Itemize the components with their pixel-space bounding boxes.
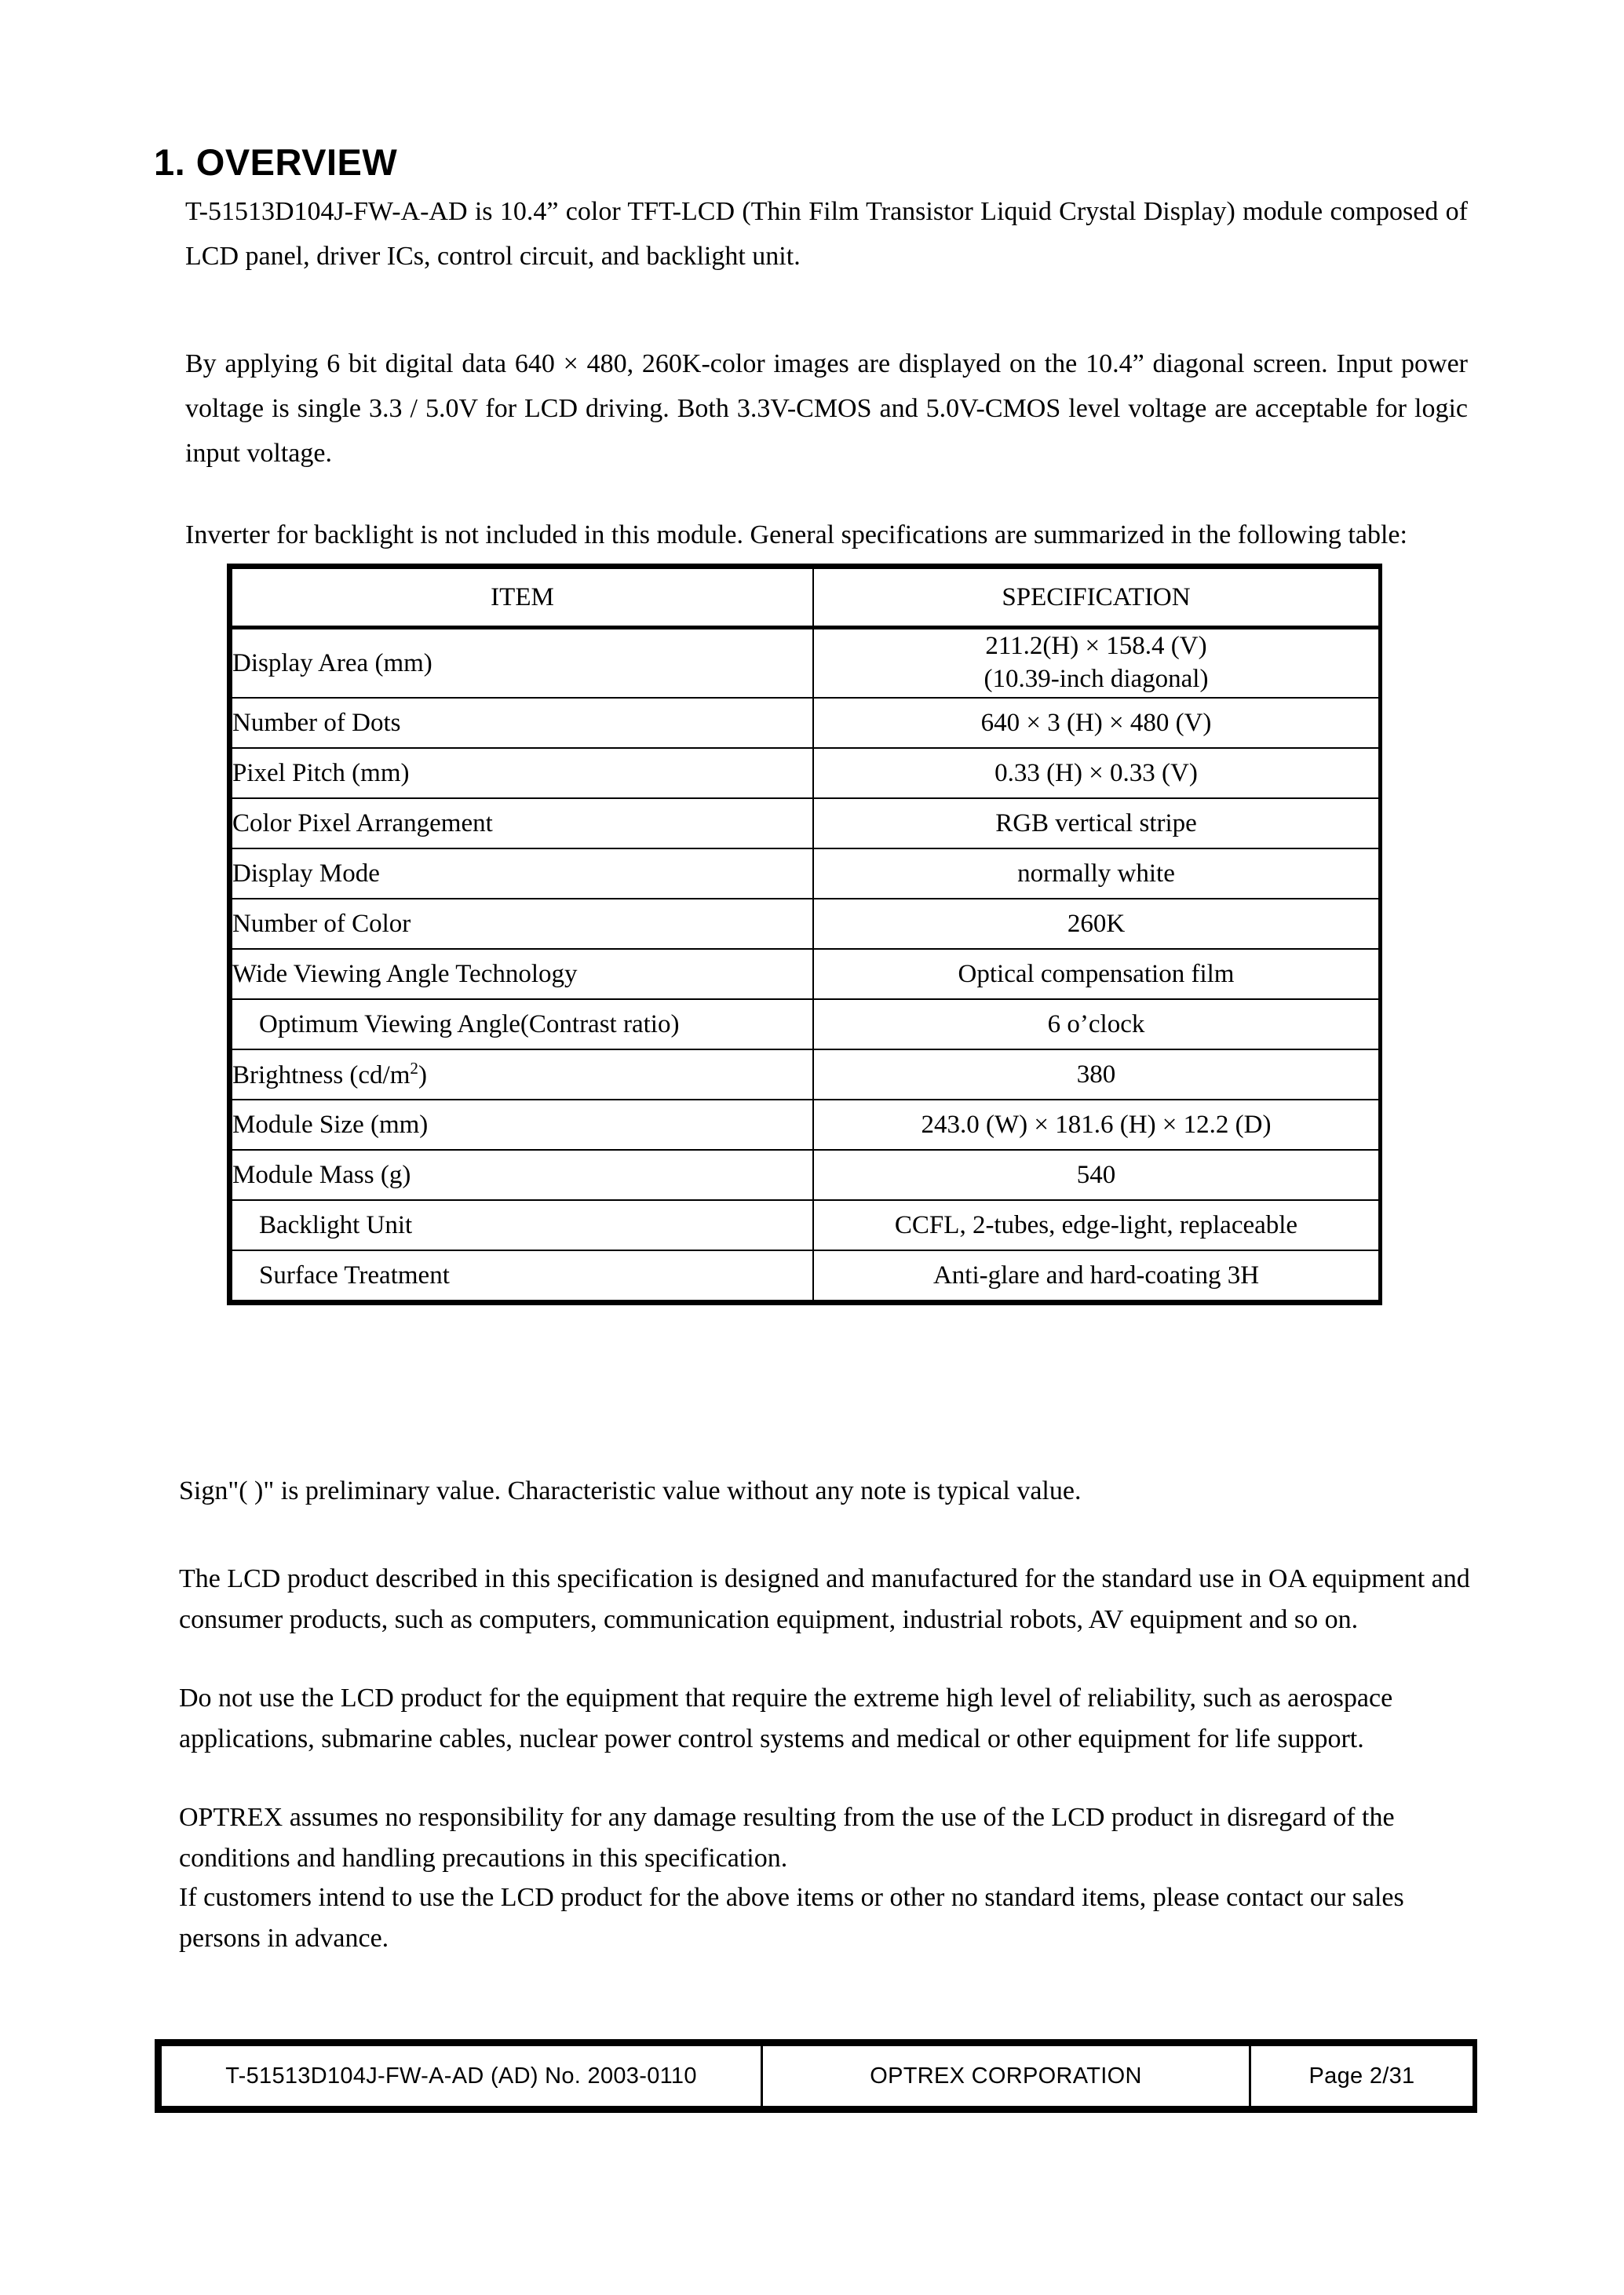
- row-label-number-of-dots: Number of Dots: [232, 698, 813, 748]
- row-label-wide-viewing-angle-technology: Wide Viewing Angle Technology: [232, 949, 813, 999]
- row-label-optimum-viewing-angle: Optimum Viewing Angle(Contrast ratio): [232, 999, 813, 1049]
- footer-row: [161, 2045, 1474, 2107]
- paragraph-intro: T-51513D104J-FW-A-AD is 10.4” color TFT-LCD (Thin Film Transistor Liquid Crystal Display) module composed of LCD panel, driver ICs, control circuit, and backlight unit.: [185, 197, 1468, 271]
- row-value-display-mode: normally white: [813, 848, 1379, 899]
- table-row: [232, 698, 1379, 748]
- row-value-pixel-pitch: 0.33 (H) × 0.33 (V): [813, 748, 1379, 798]
- row-value-display-area: [813, 629, 1379, 698]
- paragraph-standard-use: The LCD product described in this specification is designed and manufactured for the standard use in OA equipment and consumer products, such as computers, communication equipment, industrial robots, AV equipment and so on.: [179, 1564, 1470, 1634]
- row-label-surface-treatment: Surface Treatment: [232, 1250, 813, 1301]
- table-row: [232, 999, 1379, 1049]
- row-label-module-mass: Module Mass (g): [232, 1150, 813, 1200]
- row-label-backlight-unit: Backlight Unit: [232, 1200, 813, 1250]
- paragraph-responsibility: OPTREX assumes no responsibility for any damage resulting from the use of the LCD product in disregard of the conditions and handling precautions in this specification.: [179, 1803, 1395, 1873]
- row-label-color-pixel-arrangement: Color Pixel Arrangement: [232, 798, 813, 848]
- table-row: [232, 1250, 1379, 1301]
- table-row: [232, 949, 1379, 999]
- table-row: [232, 1150, 1379, 1200]
- row-label-display-area: Display Area (mm): [232, 629, 813, 698]
- table-row: [232, 848, 1379, 899]
- table-row: [232, 1100, 1379, 1150]
- page-footer: [155, 2039, 1477, 2113]
- row-value-color-pixel-arrangement: RGB vertical stripe: [813, 798, 1379, 848]
- table-header-specification: SPECIFICATION: [813, 568, 1379, 627]
- row-value-number-of-color: 260K: [813, 899, 1379, 949]
- page-title: 1. OVERVIEW: [154, 141, 398, 184]
- table-row: [232, 1200, 1379, 1250]
- brightness-label-prefix: Brightness (cd/m: [232, 1061, 411, 1089]
- row-value-optimum-viewing-angle: 6 o’clock: [813, 999, 1379, 1049]
- brightness-label-superscript: 2: [410, 1059, 418, 1078]
- footer-page-number: Page 2/31: [1250, 2045, 1474, 2107]
- preliminary-value-note: Sign"( )" is preliminary value. Characteristic value without any note is typical value.: [179, 1476, 1082, 1505]
- row-label-brightness: [232, 1049, 813, 1100]
- table-header-item: ITEM: [232, 568, 813, 627]
- row-value-module-size: 243.0 (W) × 181.6 (H) × 12.2 (D): [813, 1100, 1379, 1150]
- row-label-display-mode: Display Mode: [232, 848, 813, 899]
- footer-company: OPTREX CORPORATION: [762, 2045, 1250, 2107]
- paragraph-inverter: Inverter for backlight is not included in this module. General specifications are summarized in the following table:: [185, 520, 1407, 549]
- row-value-module-mass: 540: [813, 1150, 1379, 1200]
- display-area-line2: (10.39-inch diagonal): [984, 665, 1209, 693]
- paragraph-data-input: By applying 6 bit digital data 640 × 480, 260K-color images are displayed on the 10.4” diagonal screen. Input power voltage is single 3.3 / 5.0V for LCD driving. Both 3.3V-CMOS and 5.0V-CMOS level voltage are acceptable for logic input voltage.: [185, 349, 1468, 468]
- paragraph-do-not-use: Do not use the LCD product for the equipment that require the extreme high level of reliability, such as aerospace applications, submarine cables, nuclear power control systems and medical or other equipment for life support.: [179, 1684, 1393, 1753]
- table-row: [232, 798, 1379, 848]
- table-row: [232, 748, 1379, 798]
- row-value-number-of-dots: 640 × 3 (H) × 480 (V): [813, 698, 1379, 748]
- row-value-brightness: 380: [813, 1049, 1379, 1100]
- row-value-wide-viewing-angle-technology: Optical compensation film: [813, 949, 1379, 999]
- row-value-surface-treatment: Anti-glare and hard-coating 3H: [813, 1250, 1379, 1301]
- specification-table: [227, 564, 1382, 1305]
- row-label-pixel-pitch: Pixel Pitch (mm): [232, 748, 813, 798]
- row-label-module-size: Module Size (mm): [232, 1100, 813, 1150]
- table-row: [232, 1049, 1379, 1100]
- paragraph-contact: If customers intend to use the LCD product for the above items or other no standard items, please contact our sales persons in advance.: [179, 1883, 1404, 1953]
- table-header-row: [232, 568, 1379, 627]
- brightness-label-suffix: ): [418, 1061, 427, 1089]
- row-value-backlight-unit: CCFL, 2-tubes, edge-light, replaceable: [813, 1200, 1379, 1250]
- table-row: [232, 629, 1379, 698]
- table-row: [232, 899, 1379, 949]
- footer-part-number: T-51513D104J-FW-A-AD (AD) No. 2003-0110: [161, 2045, 762, 2107]
- display-area-line1: 211.2(H) × 158.4 (V): [985, 632, 1207, 661]
- row-label-number-of-color: Number of Color: [232, 899, 813, 949]
